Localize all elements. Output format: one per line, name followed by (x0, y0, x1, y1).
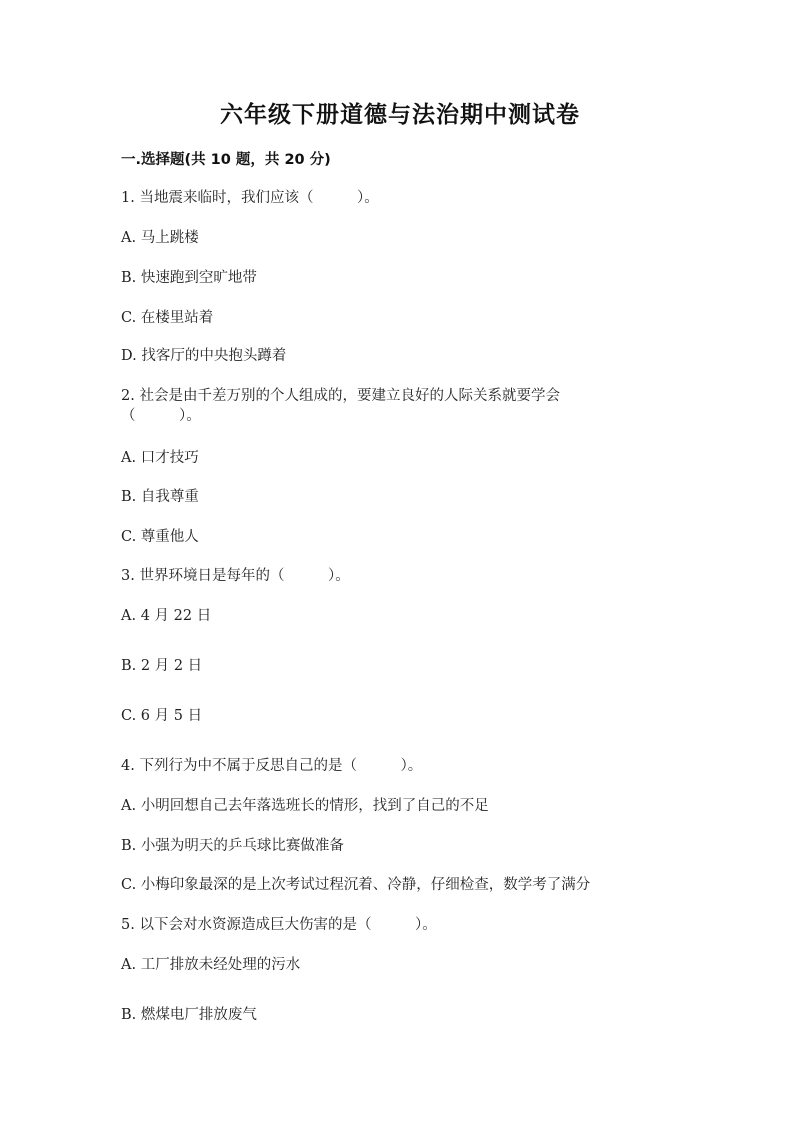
question-3-option-b: B. 2 月 2 日 (121, 658, 203, 674)
question-4-option-c: C. 小梅印象最深的是上次考试过程沉着、冷静，仔细检查，数学考了满分 (121, 877, 591, 893)
question-2-option-a: A. 口才技巧 (121, 450, 199, 466)
question-2-option-c: C. 尊重他人 (121, 529, 199, 545)
question-4-option-a: A. 小明回想自己去年落选班长的情形，找到了自己的不足 (121, 798, 489, 814)
question-3-stem: 3. 世界环境日是每年的（ ）。 (121, 568, 350, 584)
question-3-option-c: C. 6 月 5 日 (121, 708, 203, 724)
question-4-option-b: B. 小强为明天的乒乓球比赛做准备 (121, 838, 344, 854)
question-5-stem: 5. 以下会对水资源造成巨大伤害的是（ ）。 (121, 917, 437, 933)
question-5-option-a: A. 工厂排放未经处理的污水 (121, 957, 301, 973)
section-heading: 一.选择题(共 10 题，共 20 分) (121, 152, 331, 168)
question-3-option-a: A. 4 月 22 日 (121, 608, 212, 624)
question-2-option-b: B. 自我尊重 (121, 489, 199, 505)
question-1-option-a: A. 马上跳楼 (121, 230, 199, 246)
question-2-stem-line2: （ ）。 (121, 408, 201, 424)
question-1-stem: 1. 当地震来临时，我们应该（ ）。 (121, 190, 379, 206)
question-1-option-d: D. 找客厅的中央抱头蹲着 (121, 348, 287, 364)
page-title: 六年级下册道德与法治期中测试卷 (220, 102, 580, 128)
question-5-option-b: B. 燃煤电厂排放废气 (121, 1007, 257, 1023)
question-4-stem: 4. 下列行为中不属于反思自己的是（ ）。 (121, 758, 423, 774)
question-2-stem-line1: 2. 社会是由千差万别的个人组成的，要建立良好的人际关系就要学会 (121, 388, 560, 404)
question-1-option-c: C. 在楼里站着 (121, 310, 214, 326)
question-1-option-b: B. 快速跑到空旷地带 (121, 270, 257, 286)
